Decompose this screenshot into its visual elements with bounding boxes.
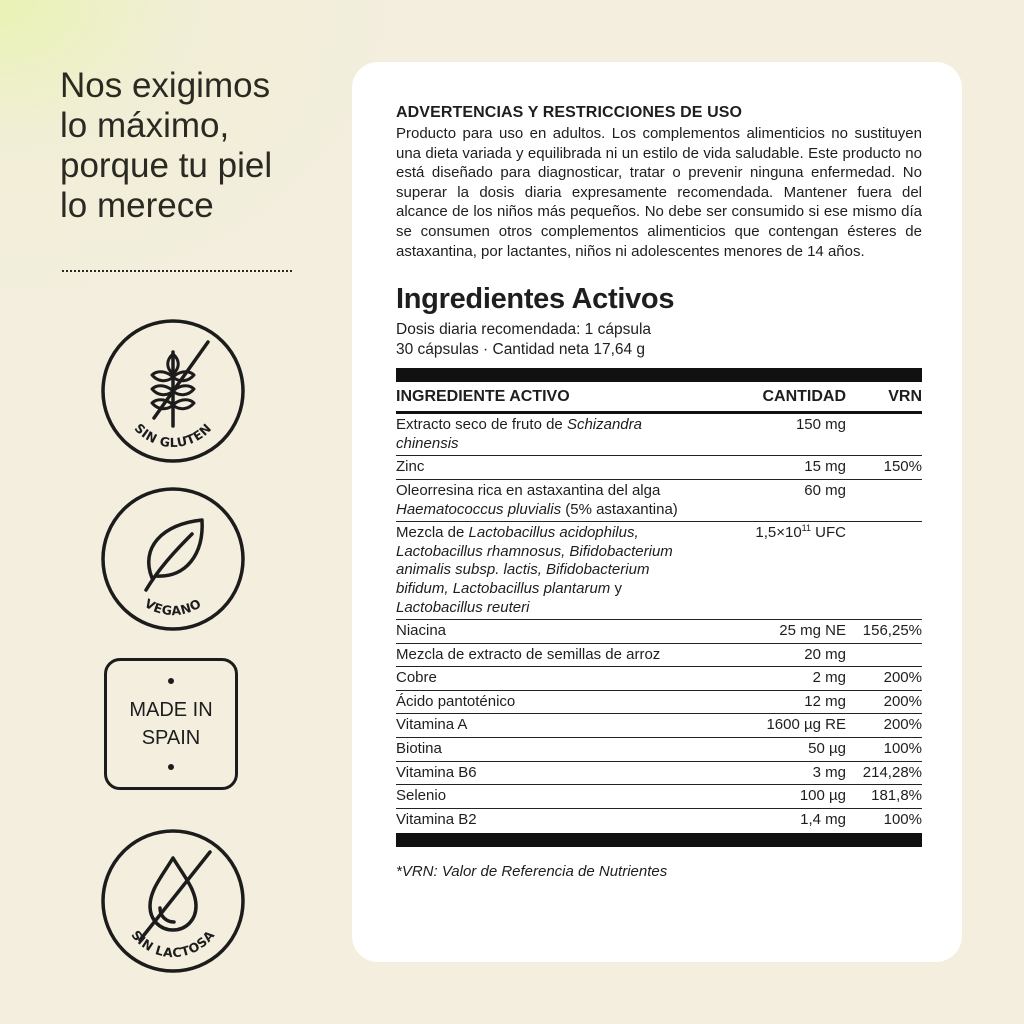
table-top-bar bbox=[396, 368, 922, 382]
ingredient-quantity: $1,5\times 10^{11}$ UFC bbox=[726, 522, 846, 620]
ingredient-name: Vitamina B6 bbox=[396, 761, 726, 785]
ingredient-name: Vitamina B2 bbox=[396, 810, 477, 828]
gluten-free-badge bbox=[100, 318, 246, 464]
table-row bbox=[396, 738, 922, 762]
ingredient-name: Vitamina A bbox=[396, 714, 726, 738]
ingredient-vrn bbox=[846, 522, 922, 620]
drop-crossed-icon bbox=[100, 828, 246, 974]
ingredient-quantity: 2 mg bbox=[726, 667, 846, 691]
badge-label-gluten: SIN GLUTEN bbox=[131, 420, 215, 451]
ingredient-quantity: 25 mg NE bbox=[726, 620, 846, 644]
ingredient-quantity: 1,4 mg bbox=[800, 810, 846, 828]
ingredient-quantity: 1600 µg RE bbox=[726, 714, 846, 738]
table-row bbox=[396, 413, 922, 456]
net-quantity-line: 30 cápsulas · Cantidad neta 17,64 g bbox=[396, 341, 646, 359]
ingredient-vrn bbox=[846, 643, 922, 667]
ingredient-quantity: 60 mg bbox=[726, 479, 846, 521]
badge-label-vegan: VEGANO bbox=[142, 595, 204, 619]
tagline: Nos exigimos lo máximo, porque tu piel lo merece bbox=[60, 66, 273, 225]
made-in-text: MADE IN SPAIN bbox=[129, 699, 213, 749]
ingredient-vrn: 100% bbox=[883, 810, 922, 828]
table-row bbox=[396, 667, 922, 691]
table-row bbox=[396, 808, 922, 831]
ingredient-quantity: 50 µg bbox=[726, 738, 846, 762]
header-quantity: CANTIDAD bbox=[726, 382, 846, 413]
table-row bbox=[396, 620, 922, 644]
ingredient-name: Zinc bbox=[396, 456, 726, 480]
ingredient-name: Niacina bbox=[396, 620, 726, 644]
ingredient-name: Mezcla de extracto de semillas de arroz bbox=[396, 643, 726, 667]
warnings-title: ADVERTENCIAS Y RESTRICCIONES DE USO bbox=[396, 104, 743, 121]
leaf-icon bbox=[100, 486, 246, 632]
ingredient-vrn: 156,25% bbox=[846, 620, 922, 644]
badge-label-lactose: SIN LACTOSA bbox=[128, 927, 218, 961]
wheat-crossed-icon bbox=[100, 318, 246, 464]
ingredient-vrn: 181,8% bbox=[846, 785, 922, 809]
table-row bbox=[396, 714, 922, 738]
made-in-spain-badge bbox=[104, 658, 238, 790]
ingredient-quantity: 100 µg bbox=[726, 785, 846, 809]
table-row bbox=[396, 761, 922, 785]
table-header-row bbox=[396, 382, 922, 413]
lactose-free-badge bbox=[100, 828, 246, 974]
table-bottom-bar bbox=[396, 833, 922, 847]
ingredients-table bbox=[396, 382, 922, 831]
ingredient-vrn: 200% bbox=[846, 690, 922, 714]
ingredient-vrn: 100% bbox=[846, 738, 922, 762]
dot-top bbox=[168, 678, 174, 684]
table-row bbox=[396, 456, 922, 480]
ingredient-name: Selenio bbox=[396, 785, 726, 809]
table-row bbox=[396, 690, 922, 714]
ingredient-quantity: 15 mg bbox=[726, 456, 846, 480]
ingredient-vrn bbox=[846, 479, 922, 521]
header-vrn: VRN bbox=[846, 382, 922, 413]
vegan-badge bbox=[100, 486, 246, 632]
product-info-card bbox=[352, 62, 962, 962]
ingredients-title: Ingredientes Activos bbox=[396, 283, 675, 316]
ingredient-vrn: 150% bbox=[846, 456, 922, 480]
ingredient-name: Cobre bbox=[396, 667, 726, 691]
ingredient-quantity: 20 mg bbox=[726, 643, 846, 667]
svg-text:SIN LACTOSA bbox=[128, 927, 217, 960]
table-row bbox=[396, 479, 922, 521]
ingredient-name: Mezcla de Lactobacillus acidophilus, Lactobacillus rhamnosus, Bifidobacterium animalis subsp. lactis, Bifidobacterium bifidum, Lactobacillus plantarum y Lactobacillus reuteri bbox=[396, 522, 726, 620]
ingredient-name: Oleorresina rica en astaxantina del alga Haematococcus pluvialis (5% astaxantina) bbox=[396, 479, 726, 521]
ingredient-quantity: 12 mg bbox=[726, 690, 846, 714]
header-ingredient: INGREDIENTE ACTIVO bbox=[396, 382, 726, 413]
dose-line: Dosis diaria recomendada: 1 cápsula bbox=[396, 321, 652, 339]
ingredient-name: Biotina bbox=[396, 738, 726, 762]
ingredient-vrn: 214,28% bbox=[846, 761, 922, 785]
warnings-text: Producto para uso en adultos. Los complementos alimenticios no sustituyen una dieta variada y equilibrada ni un estilo de vida saludable. Este producto no está diseñado para diagnosticar, tratar o prevenir ninguna enfermedad. No superar la dosis diaria expresamente recomendada. Mantener fuera del alcance de los niños más pequeños. No debe ser consumido si ese mismo día se consumen otros complementos alimenticios que contengan ésteres de astaxantina, por lactantes, niños ni adolescentes menores de 14 años. bbox=[396, 125, 922, 260]
table-row bbox=[396, 643, 922, 667]
ingredient-quantity: 3 mg bbox=[726, 761, 846, 785]
svg-text:VEGANO bbox=[142, 596, 204, 619]
dotted-divider bbox=[62, 270, 292, 272]
ingredient-name: Ácido pantoténico bbox=[396, 690, 726, 714]
ingredient-vrn bbox=[846, 413, 922, 456]
table-row bbox=[396, 785, 922, 809]
ingredient-name: Extracto seco de fruto de Schizandra chinensis bbox=[396, 413, 726, 456]
ingredient-vrn: 200% bbox=[846, 714, 922, 738]
vrn-footnote: *VRN: Valor de Referencia de Nutrientes bbox=[396, 863, 668, 881]
ingredient-vrn: 200% bbox=[846, 667, 922, 691]
ingredient-quantity: 150 mg bbox=[726, 413, 846, 456]
table-row bbox=[396, 522, 922, 620]
dot-bottom bbox=[168, 764, 174, 770]
